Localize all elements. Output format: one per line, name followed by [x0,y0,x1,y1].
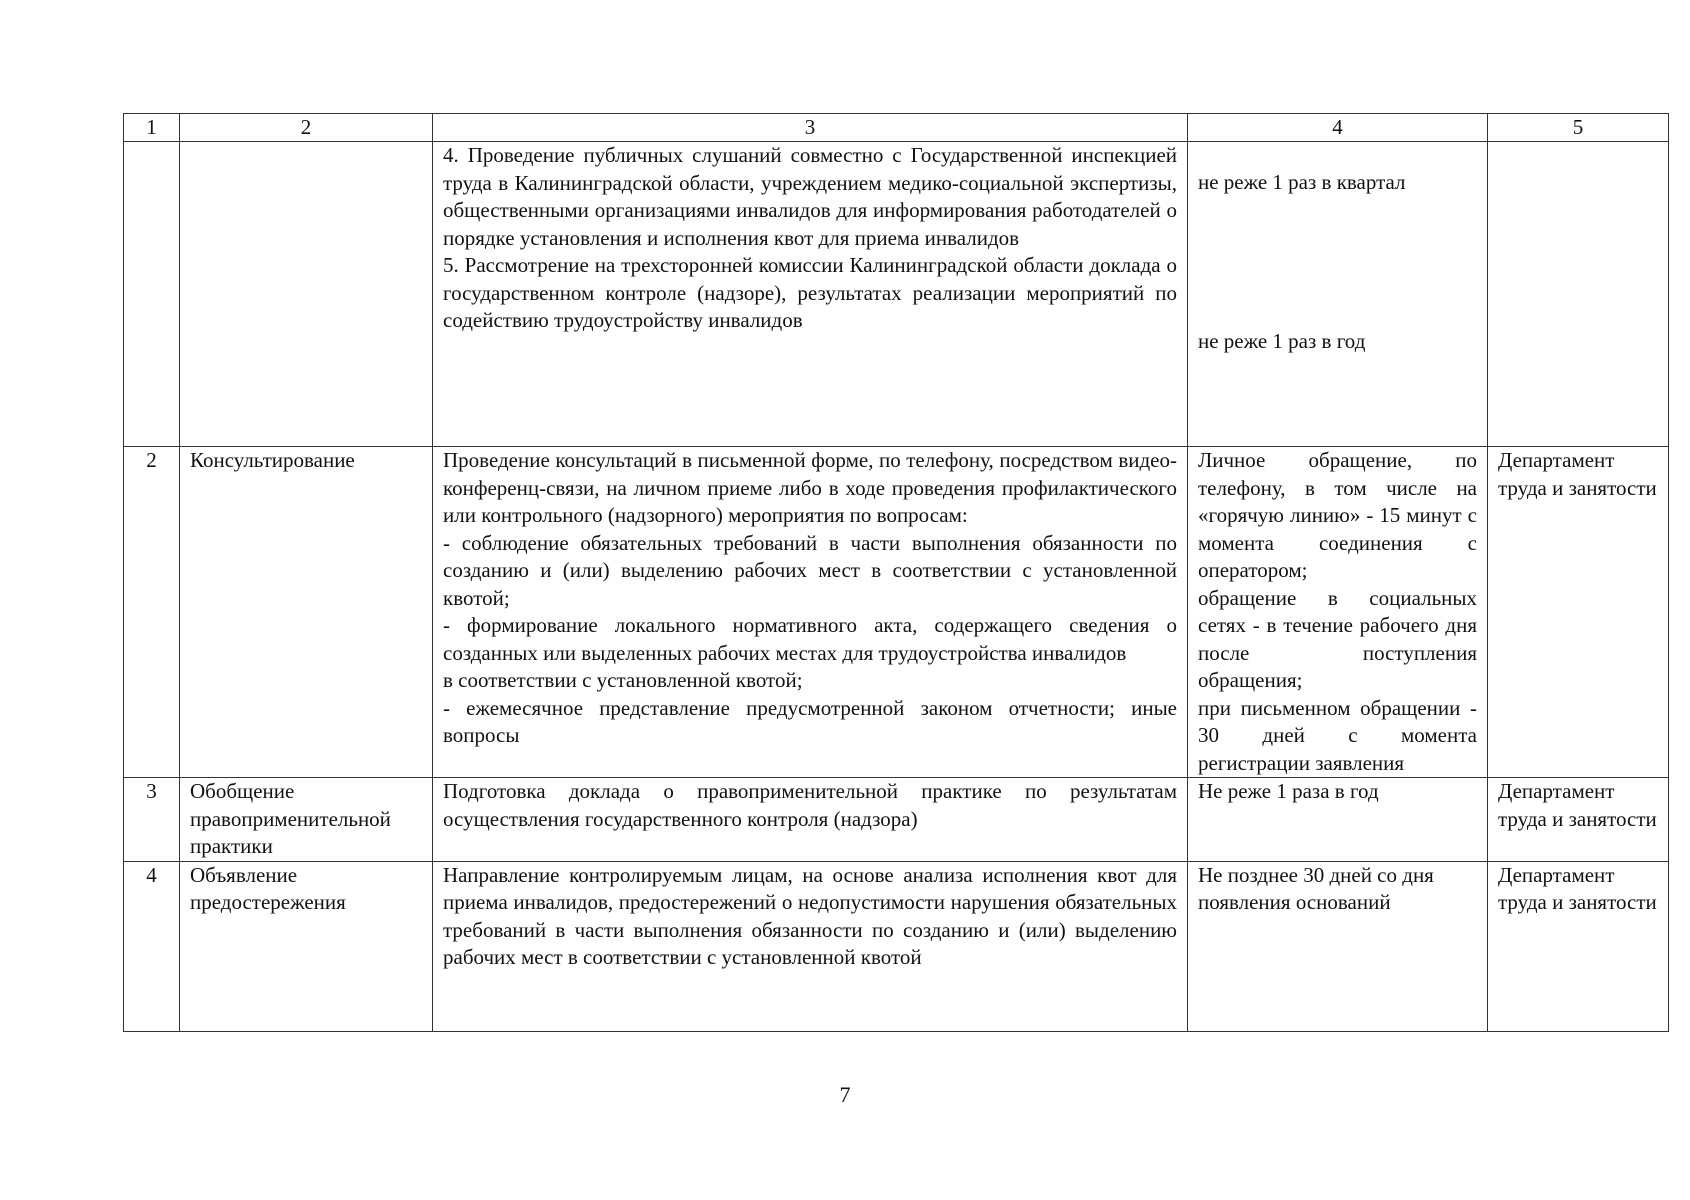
term-text: обращение в социальных сетях - в течение рабочего дня после поступления обращения; [1198,585,1477,692]
measures-table [123,113,1669,1032]
description-paragraph: 5. Рассмотрение на трехсторонней комиссии Калининградской области доклада о государственном контроле (надзоре), результатах реализации мероприятий по содействию трудоустройству инвалидов [443,253,1177,332]
row-number [124,142,180,447]
responsible-body: Департамент труда и занятости [1488,861,1669,1031]
measure-description [433,861,1188,1031]
description-paragraph: - соблюдение обязательных требований в части выполнения обязанности по созданию и (или) выделению рабочих мест в соответствии с установленной квотой; [443,530,1177,610]
term-text: Не реже 1 раза в год [1198,779,1379,803]
table-row [124,778,1669,862]
measure-description [433,778,1188,862]
term-text: не реже 1 раз в год [1198,328,1366,353]
description-paragraph: в соответствии с установленной квотой; [443,668,803,692]
term-text: Личное обращение, по телефону, в том числе на «горячую линию» - 15 минут с момента соединения с оператором; [1198,448,1477,582]
responsible-body [1488,142,1669,447]
responsible-body: Департамент труда и занятости [1488,778,1669,862]
description-paragraph: Проведение консультаций в письменной форме, по телефону, посредством видео-конференц-связи, на личном приеме либо в ходе проведения профилактического или контрольного (надзорного) мероприятия по вопросам: [443,448,1177,527]
measure-term [1188,142,1488,447]
description-paragraph: Подготовка доклада о правоприменительной практике по результатам осуществления государственного контроля (надзора) [443,779,1177,831]
measure-name: Объявление предостережения [180,861,433,1031]
table-row [124,447,1669,778]
measure-term [1188,778,1488,862]
row-number: 3 [124,778,180,862]
description-paragraph: - ежемесячное представление предусмотренной законом отчетности; иные вопросы [443,695,1177,747]
column-number-5: 5 [1488,114,1669,142]
term-text: Не позднее 30 дней со дня появления оснований [1198,862,1434,914]
column-number-2: 2 [180,114,433,142]
measure-name [180,142,433,447]
description-paragraph: - формирование локального нормативного акта, содержащего сведения о созданных или выделенных рабочих местах для трудоустройства инвалидов [443,613,1177,665]
table-header-row [124,114,1669,142]
table-row [124,142,1669,447]
measure-description [433,142,1188,447]
measure-term [1188,447,1488,778]
measure-name: Консультирование [180,447,433,778]
term-text: при письменном обращении - 30 дней с момента регистрации заявления [1198,695,1477,775]
column-number-3: 3 [433,114,1188,142]
row-number: 2 [124,447,180,778]
column-number-4: 4 [1188,114,1488,142]
row-number: 4 [124,861,180,1031]
measure-name: Обобщение правоприменительной практики [180,778,433,862]
measure-description [433,447,1188,778]
measure-term [1188,861,1488,1031]
page-number: 7 [839,1082,851,1107]
description-paragraph: 4. Проведение публичных слушаний совместно с Государственной инспекцией труда в Калининградской области, учреждением медико-социальной экспертизы, общественными организациями инвалидов для информирования работодателей о порядке установления и исполнения квот для приема инвалидов [443,143,1177,250]
term-text: не реже 1 раз в квартал [1198,170,1406,194]
table-row [124,861,1669,1031]
column-number-1: 1 [124,114,180,142]
responsible-body: Департамент труда и занятости [1488,447,1669,778]
description-paragraph: Направление контролируемым лицам, на основе анализа исполнения квот для приема инвалидов, предостережений о недопустимости нарушения обязательных требований в части выполнения обязанности по созданию и (или) выделению рабочих мест в соответствии с установленной квотой [443,862,1177,969]
